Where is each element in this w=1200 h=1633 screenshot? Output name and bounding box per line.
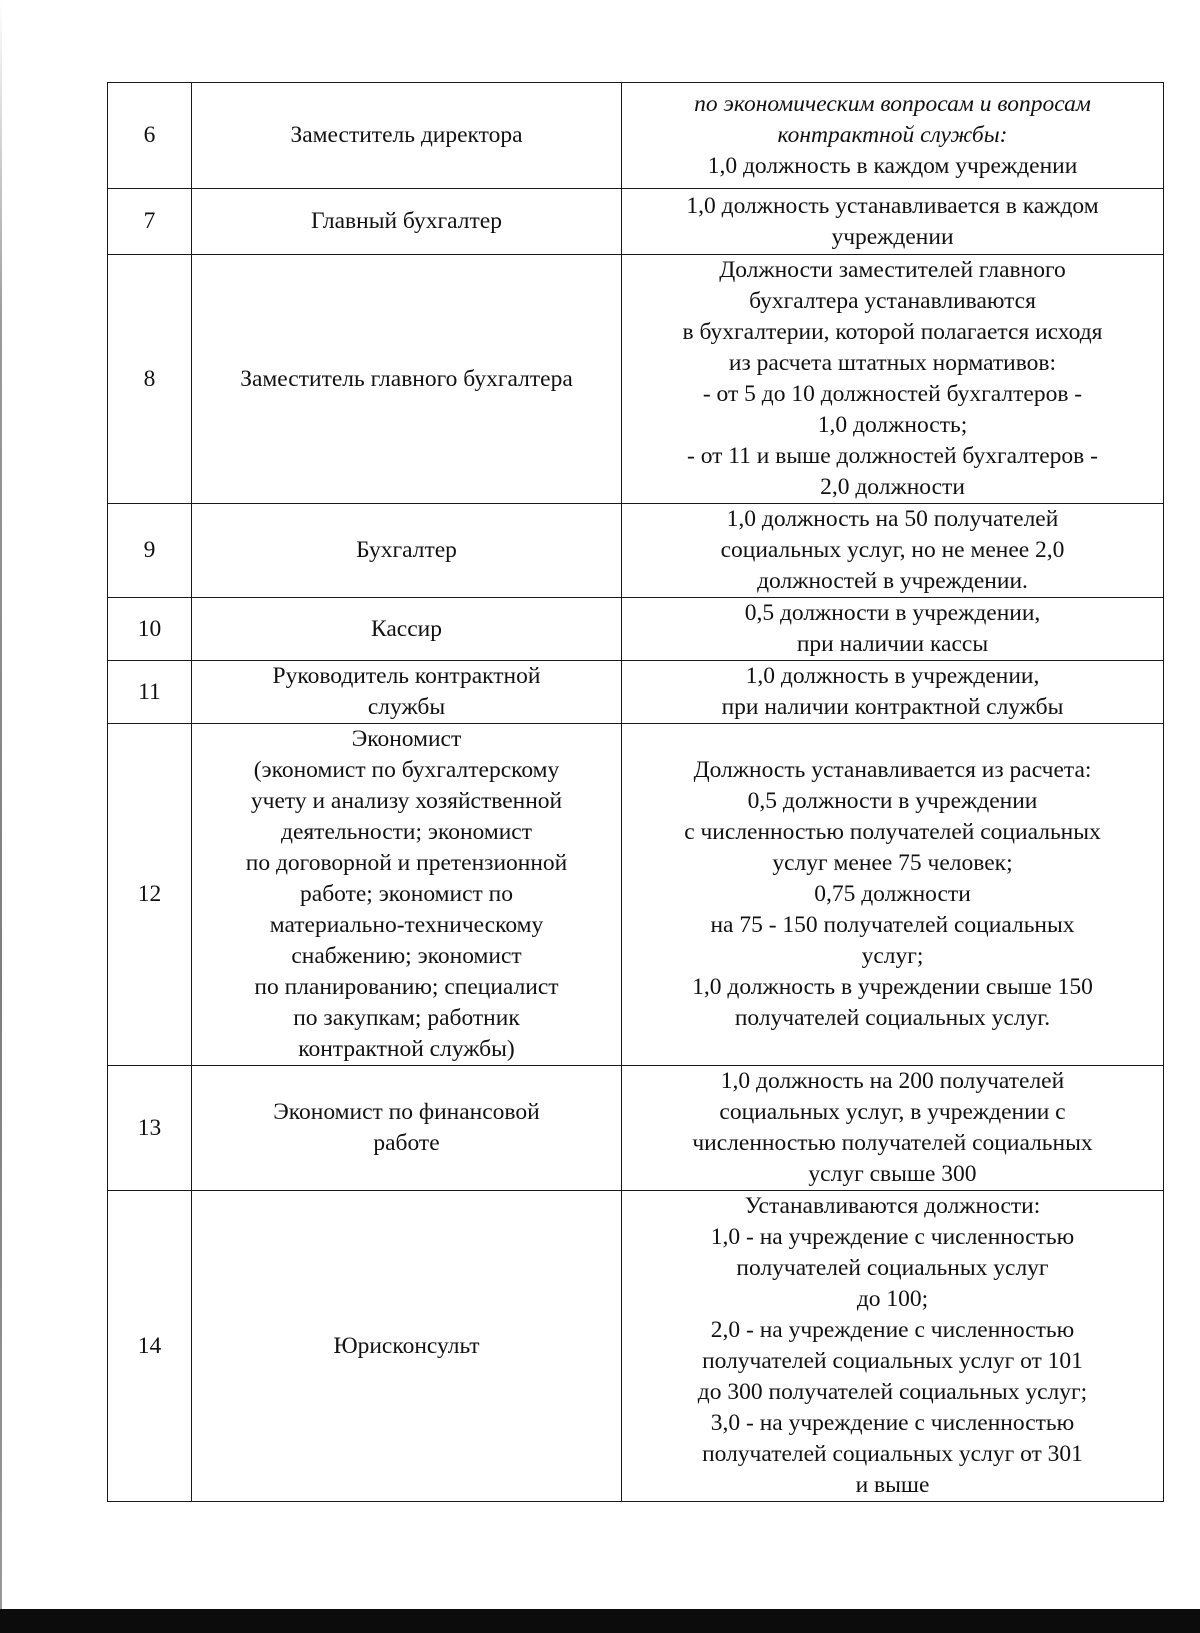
position-name-line: Экономист [351, 726, 462, 752]
position-name-line: снабжению; экономист [291, 943, 522, 969]
position-name-line: Заместитель главного бухгалтера [240, 365, 573, 392]
table-row [108, 1066, 1164, 1191]
position-name-line: службы [367, 694, 446, 720]
staffing-norm-line: 1,0 должность в учреждении, [745, 663, 1040, 689]
scan-bottom-bar [0, 1609, 1200, 1633]
position-name-line: Руководитель контрактной [272, 663, 541, 689]
table-row [108, 83, 1164, 189]
staffing-norm-line: - от 11 и выше должностей бухгалтеров - [687, 443, 1098, 469]
staffing-norm-line: услуг свыше 300 [808, 1161, 977, 1187]
staffing-norm-line: из расчета штатных нормативов: [728, 350, 1057, 376]
position-name-line: Заместитель директора [290, 122, 523, 148]
staffing-norm-line: услуг; [861, 943, 924, 969]
row-number-cell: 12 [108, 724, 192, 1066]
position-name-line: контрактной службы) [298, 1036, 515, 1062]
staffing-norm-line: получателей социальных услуг от 101 [702, 1348, 1083, 1374]
staffing-norm-line: получателей социальных услуг от 301 [702, 1441, 1083, 1467]
row-number-cell: 7 [108, 189, 192, 255]
position-name-line: Главный бухгалтер [311, 208, 502, 234]
staffing-norm-line: с численностью получателей социальных [684, 819, 1101, 845]
position-name-line: по планированию; специалист [254, 974, 559, 1000]
staffing-norm-line: социальных услуг, но не менее 2,0 [720, 537, 1065, 563]
staffing-norm-line: численностью получателей социальных [692, 1130, 1093, 1156]
table-row [108, 189, 1164, 255]
position-name-cell [192, 598, 622, 661]
position-name-cell [192, 255, 622, 504]
table-row [108, 1191, 1164, 1502]
staffing-norm-cell [622, 598, 1164, 661]
staffing-norm-cell [622, 1066, 1164, 1191]
table-body [108, 83, 1164, 1502]
staffing-norm-line: - от 5 до 10 должностей бухгалтеров - [702, 381, 1083, 407]
staffing-norm-line: 0,5 должности в учреждении [747, 788, 1038, 814]
staffing-norm-line: услуг менее 75 человек; [772, 850, 1013, 876]
table-row [108, 504, 1164, 598]
position-name-line: по договорной и претензионной [245, 850, 568, 876]
staffing-norm-line: в бухгалтерии, которой полагается исходя [682, 319, 1103, 345]
table-row [108, 661, 1164, 724]
row-number-cell: 14 [108, 1191, 192, 1502]
staffing-norm-line: Должности заместителей главного [719, 257, 1066, 283]
staffing-norm-line: на 75 - 150 получателей социальных [710, 912, 1075, 938]
staffing-norm-line: по экономическим вопросам и вопросам [694, 91, 1091, 117]
position-name-line: (экономист по бухгалтерскому [253, 757, 560, 783]
row-number-cell: 13 [108, 1066, 192, 1191]
staffing-norm-line: 1,0 должность в учреждении свыше 150 [692, 974, 1093, 1000]
staffing-norm-line: 2,0 - на учреждение с численностью [710, 1317, 1075, 1343]
table-row [108, 255, 1164, 504]
staffing-norm-line: 1,0 должность в каждом учреждении [707, 153, 1078, 179]
staffing-norm-line: 1,0 должность на 200 получателей [720, 1068, 1065, 1094]
staffing-norm-cell [622, 661, 1164, 724]
staffing-norm-line: 0,75 должности [814, 881, 971, 907]
staffing-norm-line: Должность устанавливается из расчета: [693, 757, 1092, 783]
row-number-cell: 6 [108, 83, 192, 189]
position-name-line: материально-техническому [269, 912, 544, 938]
staffing-norm-line: и выше [855, 1472, 930, 1498]
staffing-norm-cell [622, 255, 1164, 504]
staffing-norm-cell [622, 724, 1164, 1066]
position-name-line: Юрисконсульт [333, 1332, 480, 1359]
staffing-norm-line: до 300 получателей социальных услуг; [697, 1379, 1088, 1405]
staffing-norm-line: учреждении [831, 223, 954, 250]
position-name-cell [192, 724, 622, 1066]
staffing-norm-line: получателей социальных услуг. [734, 1005, 1051, 1031]
position-name-cell [192, 504, 622, 598]
position-name-line: работе; экономист по [300, 881, 513, 907]
position-name-line: учету и анализу хозяйственной [250, 788, 563, 814]
staffing-norm-line: 1,0 - на учреждение с численностью [710, 1224, 1075, 1250]
position-name-line: Экономист по финансовой [273, 1099, 540, 1125]
staffing-norm-line: Устанавливаются должности: [744, 1193, 1041, 1219]
staffing-norm-line: при наличии кассы [796, 631, 989, 657]
staffing-norm-cell [622, 189, 1164, 255]
row-number-cell: 8 [108, 255, 192, 504]
position-name-cell [192, 189, 622, 255]
position-name-cell [192, 1066, 622, 1191]
position-name-cell [192, 1191, 622, 1502]
staffing-norm-line: получателей социальных услуг [736, 1255, 1049, 1281]
position-name-line: деятельности; экономист [280, 819, 533, 845]
staffing-norm-line: бухгалтера устанавливаются [749, 288, 1036, 314]
table-row [108, 598, 1164, 661]
position-name-cell [192, 661, 622, 724]
staffing-norm-line: при наличии контрактной службы [721, 694, 1064, 720]
position-name-line: по закупкам; работник [293, 1005, 520, 1031]
staffing-norm-cell [622, 83, 1164, 189]
row-number-cell: 10 [108, 598, 192, 661]
scan-left-edge [0, 0, 2, 1633]
table-row [108, 724, 1164, 1066]
row-number-cell: 11 [108, 661, 192, 724]
position-name-line: Бухгалтер [356, 537, 457, 563]
row-number-cell: 9 [108, 504, 192, 598]
staffing-norm-line: социальных услуг, в учреждении с [719, 1099, 1066, 1125]
staffing-norms-table [107, 82, 1164, 1502]
staffing-norm-line: 1,0 должность; [817, 412, 968, 438]
staffing-norm-line: 1,0 должность устанавливается в каждом [686, 192, 1099, 219]
staffing-norm-line: 3,0 - на учреждение с численностью [710, 1410, 1075, 1436]
staffing-norm-line: 1,0 должность на 50 получателей [726, 506, 1059, 532]
position-name-cell [192, 83, 622, 189]
staffing-norm-line: контрактной службы: [777, 122, 1008, 148]
staffing-norm-line: 0,5 должности в учреждении, [744, 600, 1041, 626]
staffing-norm-line: 2,0 должности [820, 474, 965, 500]
position-name-line: Кассир [371, 615, 442, 642]
staffing-norm-line: до 100; [856, 1286, 929, 1312]
staffing-norm-cell [622, 1191, 1164, 1502]
staffing-norm-line: должностей в учреждении. [757, 568, 1028, 594]
staffing-norm-cell [622, 504, 1164, 598]
position-name-line: работе [373, 1130, 440, 1156]
